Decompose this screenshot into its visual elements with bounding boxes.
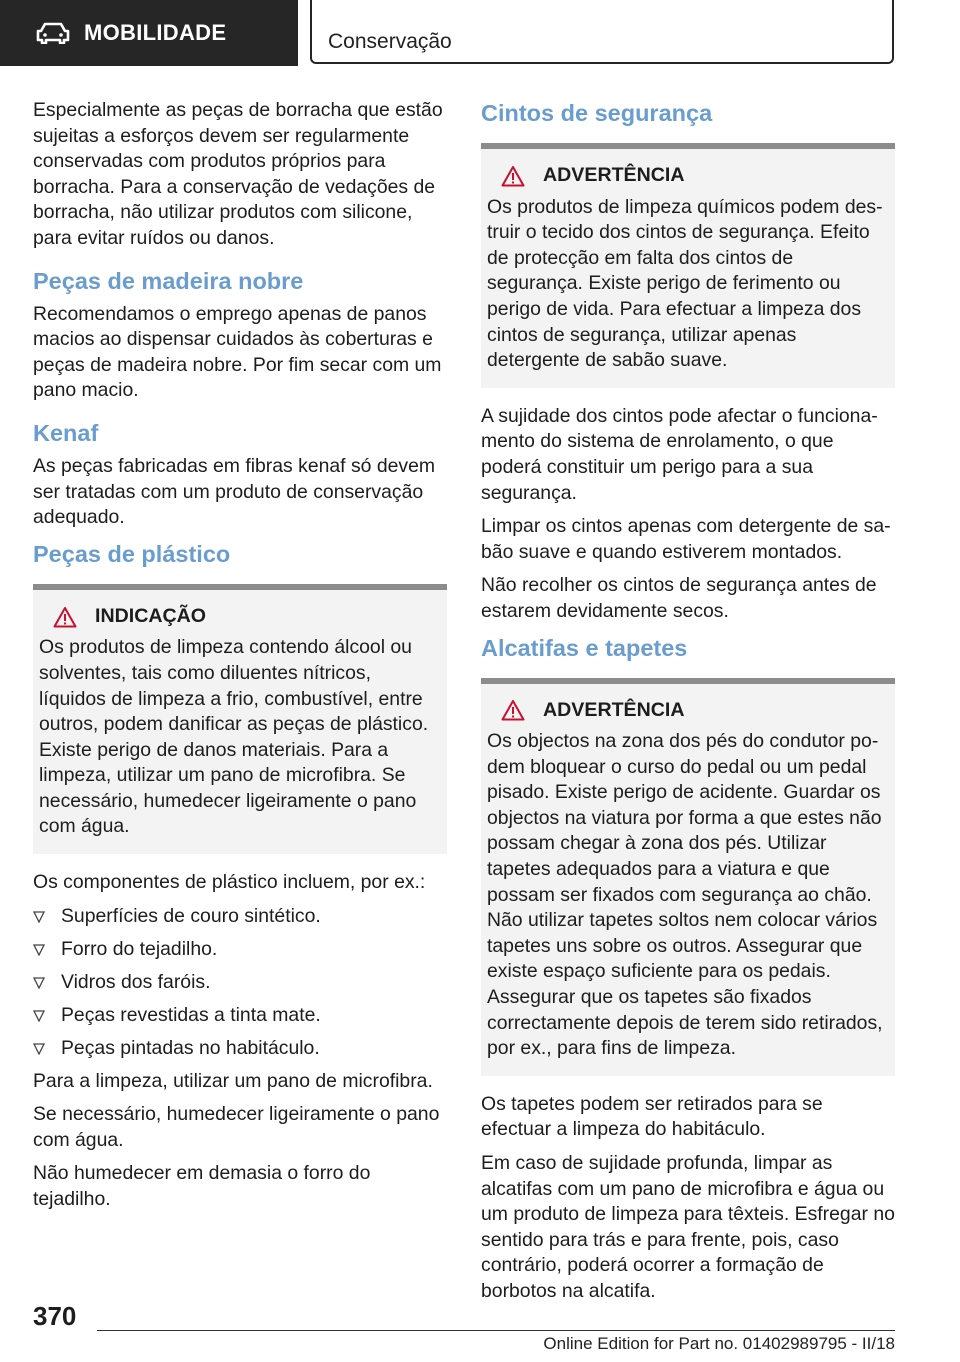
bullet-triangle-icon [33,977,45,989]
warning-triangle-icon [501,165,525,187]
warning-triangle-icon [53,606,77,628]
bullet-triangle-icon [33,944,45,956]
cleaning-text-1: Para a limpeza, utilizar um pano de microfibra. [33,1069,433,1092]
page-number: 370 [33,1301,77,1331]
chapter-title: Conservação [328,30,452,53]
notice-title-row [39,604,439,630]
warning-triangle-icon [501,699,525,721]
mats-warning-box [481,684,895,1076]
notice-box [33,590,447,854]
cleaning-text-2: Se necessário, humedecer ligeiramente o pano com água. [33,1103,440,1151]
page-header [0,0,960,66]
list-item: Forro do tejadilho. [33,937,447,963]
notice-text: Os produtos de limpeza contendo álcool ou solventes, tais como diluentes nítricos, líquidos de limpeza a frio, combustível, entre outros, podem danificar as peças de plástico. Existe perigo de danos materiais. Para a limpeza, utilizar um pano de microfibra. Se necessário, humedecer ligeiramente o pano com água. [39,636,429,838]
plastic-heading: Peças de plástico [33,539,447,590]
mats-warning-title-row [487,698,887,724]
cleaning-text-3: Não humedecer em demasia o forro do tejadilho. [33,1162,371,1210]
mats-text-2: Em caso de sujidade profunda, limpar as alcatifas com um pano de microfibra e água ou um produto de limpeza para têxteis. Esfregar no sentido para trás e para frente, pois, caso contrário, poderá ocorrer a formação de borbotos na alcatifa. [481,1152,895,1302]
edition-note: Online Edition for Part no. 01402989795 - II/18 [543,1334,895,1353]
notice-title: INDICAÇÃO [95,604,207,627]
section-title: MOBILIDADE [84,20,227,45]
bullet-triangle-icon [33,1043,45,1055]
wood-heading: Peças de madeira nobre [33,267,304,294]
list-item: Peças pintadas no habitáculo. [33,1036,447,1062]
mats-heading: Alcatifas e tapetes [481,633,895,684]
mats-warning-title: ADVERTÊNCIA [543,698,685,721]
mats-warning-text: Os objectos na zona dos pés do condutor podem bloquear o curso do pedal ou um pedal pisado. Existe perigo de acidente. Guardar os objectos na viatura por forma a que estes não possam chegar à zona dos pés. Utilizar tapetes adequados para a viatura e que possam ser fixados com segurança ao chão. Não utilizar tapetes soltos nem colocar vários tapetes uns sobre os outros. Assegurar que existe espaço suficiente para os pedais. Assegurar que os tapetes são fixados correctamente depois de terem sido retirados, por ex., para fins de limpeza. [487,730,883,1060]
bullet-triangle-icon [33,911,45,923]
belts-text-2: Limpar os cintos apenas com detergente de sabão suave e quando estiverem montados. [481,515,891,563]
list-item: Vidros dos faróis. [33,970,447,996]
belts-warning-box [481,149,895,388]
section-tab[interactable] [0,0,298,66]
belts-warning-text: Os produtos de limpeza químicos podem destruir o tecido dos cintos de segurança. Efeito de protecção em falta dos cintos de segurança. Existe perigo de ferimento ou perigo de vida. Para efectuar a limpeza dos cintos de segurança, utilizar apenas detergente de sabão suave. [487,195,883,372]
rubber-care-text: Especialmente as peças de borracha que estão sujeitas a esforços devem ser regularmente conservadas com produtos próprios para borracha. Para a conservação de vedações de borracha, não utilizar produtos com silicone, para evitar ruídos ou danos. [33,99,443,249]
list-item: Peças revestidas a tinta mate. [33,1003,447,1029]
chapter-tab[interactable] [310,0,894,64]
footer-divider [97,1330,895,1331]
belts-warning-title-row [487,163,887,189]
belts-warning-title: ADVERTÊNCIA [543,164,685,186]
bullet-triangle-icon [33,1010,45,1022]
left-column [33,98,447,1221]
right-column [481,98,895,1313]
car-icon [36,22,70,44]
components-list [33,904,447,1062]
list-item: Superfícies de couro sintético. [33,904,447,930]
belts-heading: Cintos de segurança [481,98,895,149]
wood-text: Recomendamos o emprego apenas de panos macios ao dispensar cuidados às coberturas e peças de madeira nobre. Por fim secar com um pano macio. [33,302,442,402]
kenaf-heading: Kenaf [33,419,99,446]
belts-text-1: A sujidade dos cintos pode afectar o funcionamento do sistema de enrolamento, o que poderá constituir um perigo para a sua segurança. [481,404,878,504]
belts-text-3: Não recolher os cintos de segurança antes de estarem devidamente secos. [481,574,877,622]
kenaf-text: As peças fabricadas em fibras kenaf só devem ser tratadas com um produto de conservação adequado. [33,454,436,529]
mats-text-1: Os tapetes podem ser retirados para se efectuar a limpeza do habitáculo. [481,1092,823,1141]
components-intro: Os componentes de plástico incluem, por ex.: [33,871,426,894]
